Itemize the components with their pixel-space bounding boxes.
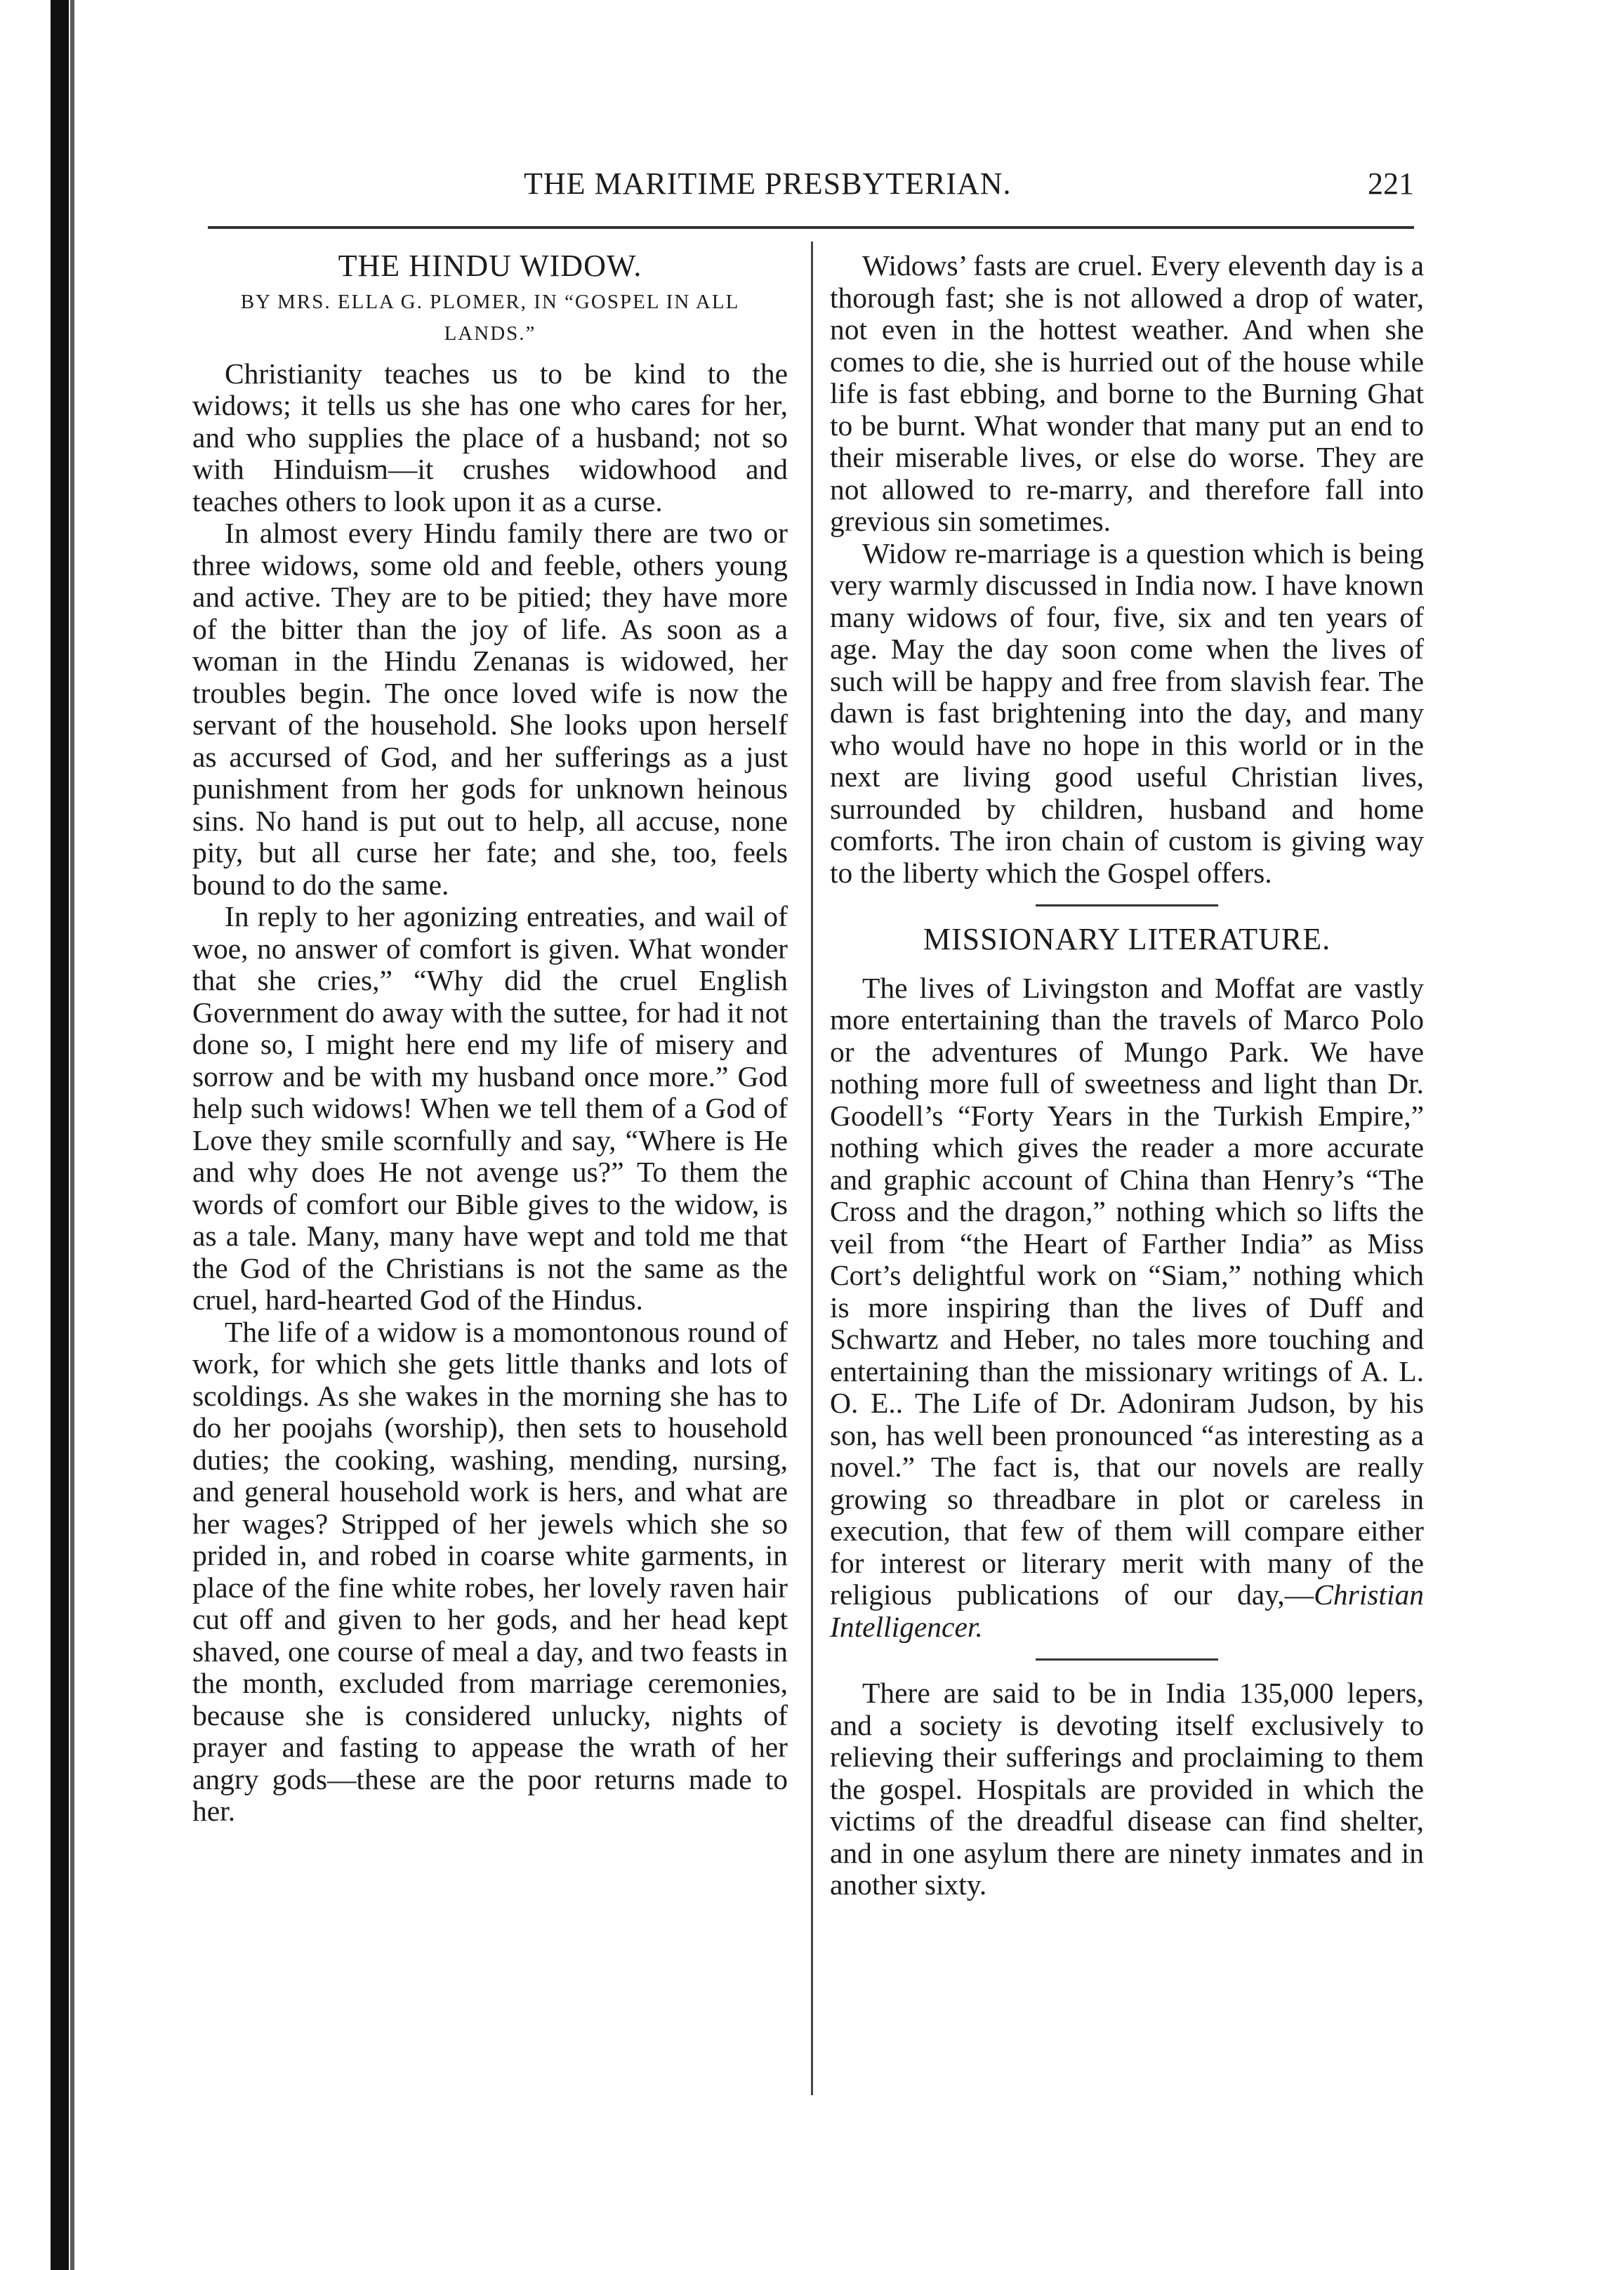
article-byline: BY MRS. ELLA G. PLOMER, IN “GOSPEL IN ALL LANDS.”: [240, 290, 740, 345]
missionary-source: Christian Intelligencer.: [830, 1578, 1424, 1643]
widow-paragraph-5: Widows’ fasts are cruel. Every eleventh day is a thorough fast; she is not allowed a drop of water, not even in the hottest weather. And when she comes to die, she is hurried out of the house while life is fast ebbing, and borne to the Burning Ghat to be burnt. What wonder that many put an end to their miserable lives, or else do worse. They are not allowed to re-marry, and therefore fall into grevious sin sometimes.: [830, 249, 1424, 537]
running-title: THE MARITIME PRESBYTERIAN.: [524, 166, 1012, 201]
missionary-paragraph: [830, 972, 1424, 1644]
page-number: 221: [1368, 166, 1414, 201]
widow-paragraph-3: In reply to her agonizing entreaties, and wail of woe, no answer of comfort is given. What wonder that she cries,” “Why did the cruel English Government do away with the suttee, for had it not done so, I might here end my life of misery and sorrow and be with my husband once more.” God help such widows! When we tell them of a God of Love they smile scornfully and say, “Where is He and why does He not avenge us?” To them the words of comfort our Bible gives to the widow, is as a tale. Many, many have wept and told me that the God of the Christians is not the same as the cruel, hard-hearted God of the Hindus.: [192, 900, 788, 1316]
widow-paragraph-4: The life of a widow is a momontonous round of work, for which she gets little thanks and lots of scoldings. As she wakes in the morning she has to do her poojahs (worship), then sets to household duties; the cooking, washing, mending, nursing, and general household work is hers, and what are her wages? Stripped of her jewels which she so prided in, and robed in coarse white garments, in place of the fine white robes, her lovely raven hair cut off and given to her gods, and her head kept shaved, one course of meal a day, and two feasts in the month, excluded from marriage ceremonies, because she is considered unlucky, nights of prayer and fasting to appease the wrath of her angry gods—these are the poor returns made to her.: [192, 1315, 788, 1827]
page-header: [208, 166, 1414, 215]
missionary-body: The lives of Livingston and Moffat are vastly more entertaining than the travels of Marco Polo or the adventures of Mungo Park. We have nothing more full of sweetness and light than Dr. Goodell’s “Forty Years in the Turkish Empire,” nothing which gives the reader a more accurate and graphic account of China than Henry’s “The Cross and the dragon,” nothing which so lifts the veil from “the Heart of Farther India” as Miss Cort’s delightful work on “Siam,” nothing which is more inspiring than the lives of Duff and Schwartz and Heber, no tales more touching and entertaining than the missionary writings of A. L. O. E.. The Life of Dr. Adoniram Judson, by his son, has well been pronounced “as interesting as a novel.” The fact is, that our novels are really growing so threadbare in plot or careless in execution, that few of them will compare either for interest or literary merit with many of the religious publications of our day,—: [830, 971, 1424, 1611]
article-title-hindu-widow: THE HINDU WIDOW.: [338, 249, 642, 283]
article-title-missionary-literature: MISSIONARY LITERATURE.: [923, 922, 1331, 956]
header-rule: [208, 226, 1414, 229]
binding-edge: [51, 0, 69, 2270]
right-column: [830, 250, 1424, 1901]
lepers-paragraph: There are said to be in India 135,000 lepers, and a society is devoting itself exclusively to relieving their sufferings and proclaiming to them the gospel. Hospitals are provided in which the victims of the dreadful disease can find shelter, and in one asylum there are ninety inmates and in another sixty.: [830, 1677, 1424, 1901]
left-column: [192, 250, 788, 1828]
widow-paragraph-6: Widow re-marriage is a question which is being very warmly discussed in India now. I have known many widows of four, five, six and ten years of age. May the day soon come when the lives of such will be happy and free from slavish fear. The dawn is fast brightening into the day, and many who would have no hope in this world or in the next are living good useful Christian lives, surrounded by children, husband and home comforts. The iron chain of custom is giving way to the liberty which the Gospel offers.: [830, 536, 1424, 889]
section-separator: [1036, 904, 1218, 906]
widow-paragraph-2: In almost every Hindu family there are two or three widows, some old and feeble, others young and active. They are to be pitied; they have more of the bitter than the joy of life. As soon as a woman in the Hindu Zenanas is widowed, her troubles begin. The once loved wife is now the servant of the household. She looks upon herself as accursed of God, and her sufferings as a just punishment from her gods for unknown heinous sins. No hand is put out to help, all accuse, none pity, but all curse her fate; and she, too, feels bound to do the same.: [192, 517, 788, 901]
widow-paragraph-1: Christianity teaches us to be kind to the widows; it tells us she has one who cares for her, and who supplies the place of a husband; not so with Hinduism—it crushes widowhood and teaches others to look upon it as a curse.: [192, 357, 788, 517]
section-separator-2: [1036, 1658, 1218, 1661]
column-divider: [811, 242, 813, 2095]
binding-edge-shadow: [70, 0, 74, 2270]
